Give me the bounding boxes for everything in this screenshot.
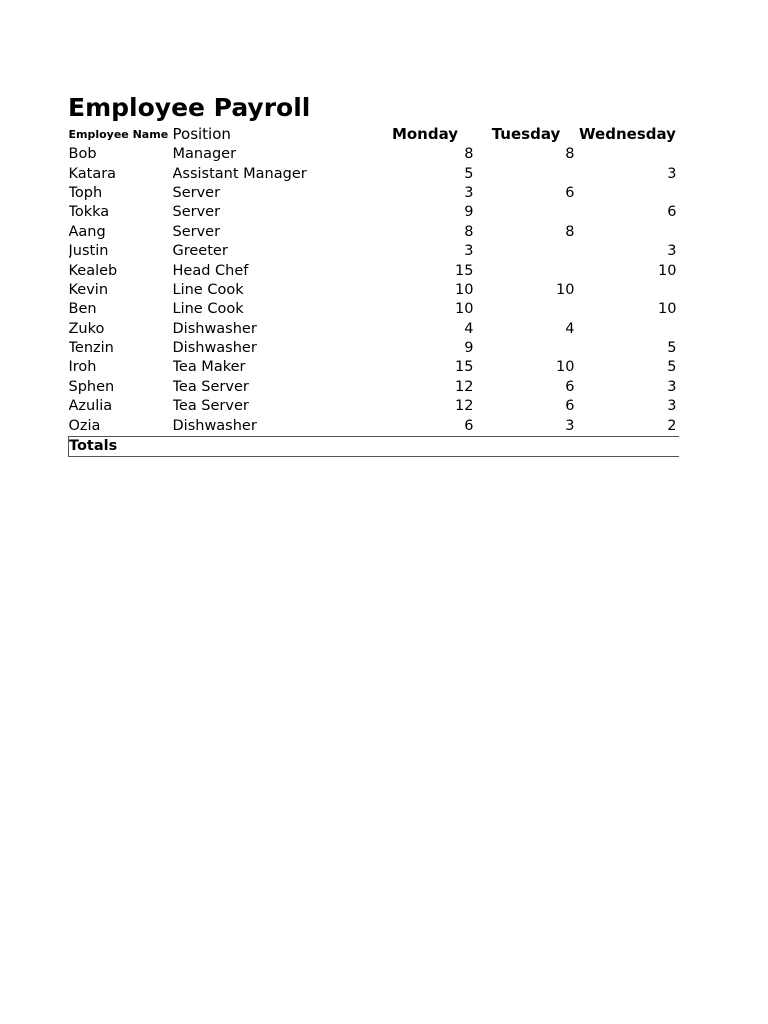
cell-tuesday-hours: 6 xyxy=(565,184,575,201)
cell-monday-hours: 15 xyxy=(455,359,474,376)
cell-wednesday-hours: 10 xyxy=(658,301,677,318)
table-row xyxy=(69,339,679,358)
payroll-sheet xyxy=(68,93,678,457)
cell-employee-name: Toph xyxy=(68,184,103,201)
cell-tuesday-hours: 8 xyxy=(565,223,575,240)
cell-tuesday-hours xyxy=(476,203,577,222)
cell-position: Manager xyxy=(172,146,237,163)
cell-employee-name: Azulia xyxy=(68,398,113,415)
header-employee-name: Employee Name xyxy=(68,128,169,141)
cell-tuesday-hours xyxy=(476,300,577,319)
table-row xyxy=(69,358,679,377)
cell-position: Dishwasher xyxy=(173,416,375,436)
cell-wednesday-hours: 3 xyxy=(667,165,677,182)
table-row xyxy=(69,397,679,416)
cell-position: Line Cook xyxy=(172,301,244,318)
cell-monday-hours: 10 xyxy=(455,281,474,298)
cell-monday-hours: 8 xyxy=(464,146,474,163)
cell-position: Head Chef xyxy=(172,262,249,279)
cell-monday-hours: 3 xyxy=(464,243,474,260)
cell-employee-name: Kealeb xyxy=(68,262,118,279)
cell-monday-hours: 6 xyxy=(375,416,476,436)
totals-cell xyxy=(476,436,577,456)
cell-position: Assistant Manager xyxy=(172,165,307,182)
cell-tuesday-hours xyxy=(476,261,577,280)
sheet-title: Employee Payroll xyxy=(68,93,311,122)
cell-position: Server xyxy=(172,223,221,240)
cell-position: Tea Server xyxy=(172,398,249,415)
table-row xyxy=(69,203,679,222)
cell-wednesday-hours: 10 xyxy=(658,262,677,279)
table-row xyxy=(69,164,679,183)
cell-wednesday-hours: 5 xyxy=(667,359,677,376)
cell-employee-name: Kevin xyxy=(68,281,109,298)
cell-monday-hours: 9 xyxy=(464,204,474,221)
cell-tuesday-hours: 10 xyxy=(556,359,575,376)
cell-employee-name: Bob xyxy=(68,146,97,163)
header-monday: Monday xyxy=(391,125,459,143)
cell-wednesday-hours: 3 xyxy=(667,243,677,260)
table-row xyxy=(69,223,679,242)
cell-position: Dishwasher xyxy=(172,340,257,357)
cell-monday-hours: 15 xyxy=(455,262,474,279)
cell-monday-hours: 5 xyxy=(464,165,474,182)
table-row xyxy=(69,261,679,280)
cell-position: Greeter xyxy=(172,243,228,260)
cell-wednesday-hours xyxy=(577,184,679,203)
totals-label: Totals xyxy=(69,436,173,456)
cell-tuesday-hours xyxy=(476,339,577,358)
cell-employee-name: Tenzin xyxy=(68,340,114,357)
cell-monday-hours: 10 xyxy=(455,301,474,318)
header-wednesday: Wednesday xyxy=(579,125,676,143)
cell-position: Server xyxy=(172,184,221,201)
cell-tuesday-hours: 8 xyxy=(565,146,575,163)
cell-position: Line Cook xyxy=(172,281,244,298)
table-row xyxy=(69,281,679,300)
cell-monday-hours: 12 xyxy=(455,398,474,415)
cell-tuesday-hours: 4 xyxy=(565,320,575,337)
cell-monday-hours: 8 xyxy=(464,223,474,240)
cell-employee-name: Ben xyxy=(68,301,97,318)
table-row xyxy=(69,242,679,261)
payroll-table xyxy=(68,123,679,457)
cell-wednesday-hours: 3 xyxy=(667,398,677,415)
cell-position: Dishwasher xyxy=(172,320,257,337)
cell-employee-name: Zuko xyxy=(68,320,105,337)
cell-position: Tea Maker xyxy=(172,359,246,376)
table-body xyxy=(69,145,679,457)
header-position: Position xyxy=(172,125,231,143)
table-header-row xyxy=(69,123,679,145)
header-tuesday: Tuesday xyxy=(491,125,561,143)
table-row xyxy=(69,184,679,203)
totals-cell xyxy=(173,436,375,456)
table-row xyxy=(69,145,679,164)
cell-wednesday-hours: 5 xyxy=(667,340,677,357)
table-row xyxy=(69,320,679,339)
cell-wednesday-hours: 3 xyxy=(667,378,677,395)
table-row xyxy=(69,416,679,436)
cell-tuesday-hours: 3 xyxy=(476,416,577,436)
cell-tuesday-hours: 6 xyxy=(565,378,575,395)
totals-cell xyxy=(375,436,476,456)
cell-employee-name: Ozia xyxy=(69,416,173,436)
cell-employee-name: Iroh xyxy=(68,359,97,376)
cell-tuesday-hours: 10 xyxy=(556,281,575,298)
cell-wednesday-hours: 2 xyxy=(577,416,679,436)
cell-tuesday-hours xyxy=(476,164,577,183)
cell-wednesday-hours xyxy=(577,145,679,164)
cell-position: Server xyxy=(172,204,221,221)
totals-cell xyxy=(577,436,679,456)
table-row xyxy=(69,378,679,397)
cell-employee-name: Aang xyxy=(68,223,106,240)
cell-employee-name: Katara xyxy=(68,165,117,182)
cell-monday-hours: 4 xyxy=(464,320,474,337)
cell-monday-hours: 12 xyxy=(455,378,474,395)
cell-position: Tea Server xyxy=(172,378,249,395)
cell-employee-name: Justin xyxy=(68,243,109,260)
cell-tuesday-hours: 6 xyxy=(565,398,575,415)
table-row xyxy=(69,300,679,319)
cell-wednesday-hours xyxy=(577,223,679,242)
cell-employee-name: Tokka xyxy=(68,204,110,221)
cell-monday-hours: 9 xyxy=(464,340,474,357)
cell-monday-hours: 3 xyxy=(464,184,474,201)
cell-wednesday-hours xyxy=(577,320,679,339)
totals-row xyxy=(69,436,679,456)
cell-employee-name: Sphen xyxy=(68,378,115,395)
cell-wednesday-hours: 6 xyxy=(667,204,677,221)
cell-tuesday-hours xyxy=(476,242,577,261)
cell-wednesday-hours xyxy=(577,281,679,300)
